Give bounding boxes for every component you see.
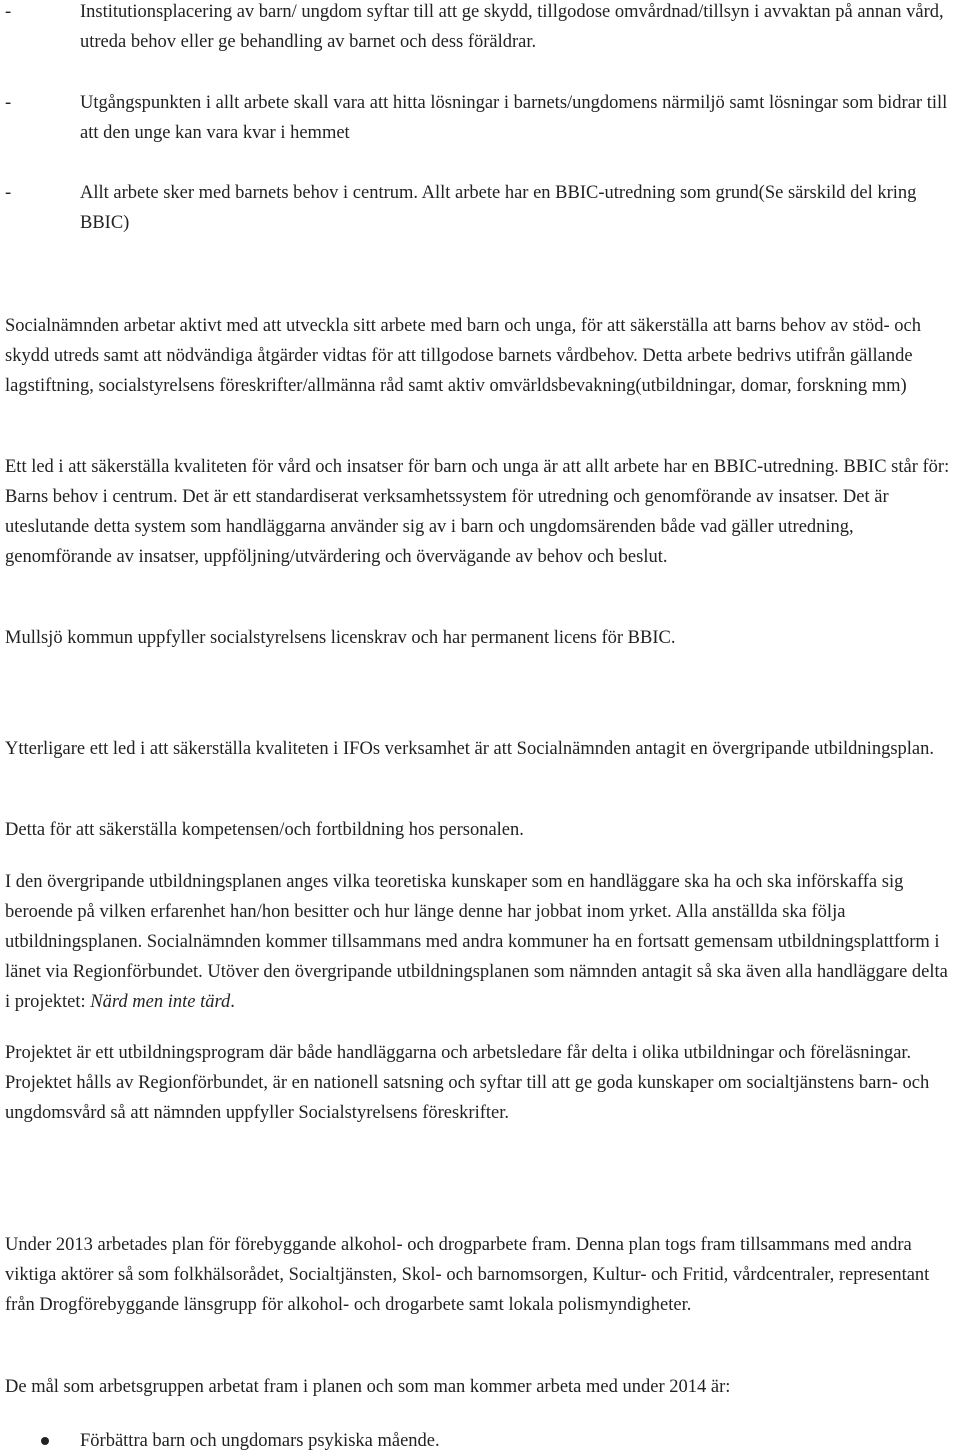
paragraph-bbic: Ett led i att säkerställa kvaliteten för vård och insatser för barn och unga är att allt arbete har en BBIC-utredning. BBIC står för: Barns behov i centrum. Det är ett standardiserat verksamhetssystem för utredning och genomförande av insatser. Det är uteslutande detta system som handläggarna använder sig av i barn och ungdomsärenden både vad gäller utredning, genomförande av insatser, uppföljning/utvärdering och övervägande av behov och beslut. xyxy=(5,457,950,567)
paragraph-licens: Mullsjö kommun uppfyller socialstyrelsens licenskrav och har permanent licens för BBIC. xyxy=(5,628,676,648)
paragraph-socialnamnden: Socialnämnden arbetar aktivt med att utveckla sitt arbete med barn och unga, för att säkerställa att barns behov av stöd- och skydd utreds samt att nödvändiga åtgärder vidtas för att tillgodose barnets vårdbehov. Detta arbete bedrivs utifrån gällande lagstiftning, socialstyrelsens föreskrifter/allmänna råd samt aktiv omvärldsbevakning(utbildningar, domar, forskning mm) xyxy=(5,316,921,396)
project-name: Närd men inte tärd xyxy=(90,992,231,1012)
dash-list-item-text: Institutionsplacering av barn/ ungdom syftar till att ge skydd, tillgodose omvårdnad/tillsyn i avvaktan på annan vård, utreda behov eller ge behandling av barnet och dess föräldrar. xyxy=(80,2,944,52)
paragraph-projektet: Projektet är ett utbildningsprogram där både handläggarna och arbetsledare får delta i olika utbildningar och föreläsningar. Projektet hålls av Regionförbundet, är en nationell satsning och syftar till att ge goda kunskaper om socialtjänstens barn- och ungdomsvård så att nämnden uppfyller Socialstyrelsens föreskrifter. xyxy=(5,1043,930,1123)
paragraph-handlaggare xyxy=(5,867,953,1017)
dash-marker: - xyxy=(5,183,12,203)
paragraph-drogarbete: Under 2013 arbetades plan för förebyggande alkohol- och drogparbete fram. Denna plan togs fram tillsammans med andra viktiga aktörer så som folkhälsorådet, Socialtjänsten, Skol- och barnomsorgen, Kultur- och Fritid, vårdcentraler, representant från Drogförebyggande länsgrupp för alkohol- och drogarbete samt lokala polismyndigheter. xyxy=(5,1235,930,1315)
paragraph-utbildningsplan: Ytterligare ett led i att säkerställa kvaliteten i IFOs verksamhet är att Socialnämnden antagit en övergripande utbildningsplan. xyxy=(5,739,935,759)
dash-list-item xyxy=(5,178,950,238)
dash-marker: - xyxy=(5,93,12,113)
paragraph-handlaggare-text: I den övergripande utbildningsplanen anges vilka teoretiska kunskaper som en handläggare ska ha och ska införskaffa sig beroende på vilken erfarenhet han/hon besitter och hur länge denne har jobbat inom yrket. Alla anställda ska följa utbildningsplanen. Socialnämnden kommer tillsammans med andra kommuner ha en fortsatt gemensam utbildningsplattform i länet via Regionförbundet. Utöver den övergripande utbildningsplanen som nämnden antagit så ska även alla handläggare delta i projektet: xyxy=(5,872,948,1012)
bullet-icon xyxy=(41,1437,49,1445)
paragraph-mal: De mål som arbetsgruppen arbetat fram i planen och som man kommer arbeta med under 2014 är: xyxy=(5,1377,731,1397)
paragraph-handlaggare-end: . xyxy=(230,992,235,1012)
bullet-list-item-text: Förbättra barn och ungdomars psykiska mående. xyxy=(80,1431,440,1451)
paragraph-kompetens: Detta för att säkerställa kompetensen/och fortbildning hos personalen. xyxy=(5,820,524,840)
dash-marker: - xyxy=(5,2,12,22)
dash-list-item xyxy=(5,0,950,57)
dash-list-item-text: Allt arbete sker med barnets behov i centrum. Allt arbete har en BBIC-utredning som grund(Se särskild del kring BBIC) xyxy=(80,183,917,233)
dash-list-item xyxy=(5,88,950,148)
bullet-list-item xyxy=(5,1426,950,1456)
dash-list-item-text: Utgångspunkten i allt arbete skall vara att hitta lösningar i barnets/ungdomens närmiljö samt lösningar som bidrar till att den unge kan vara kvar i hemmet xyxy=(80,93,948,143)
